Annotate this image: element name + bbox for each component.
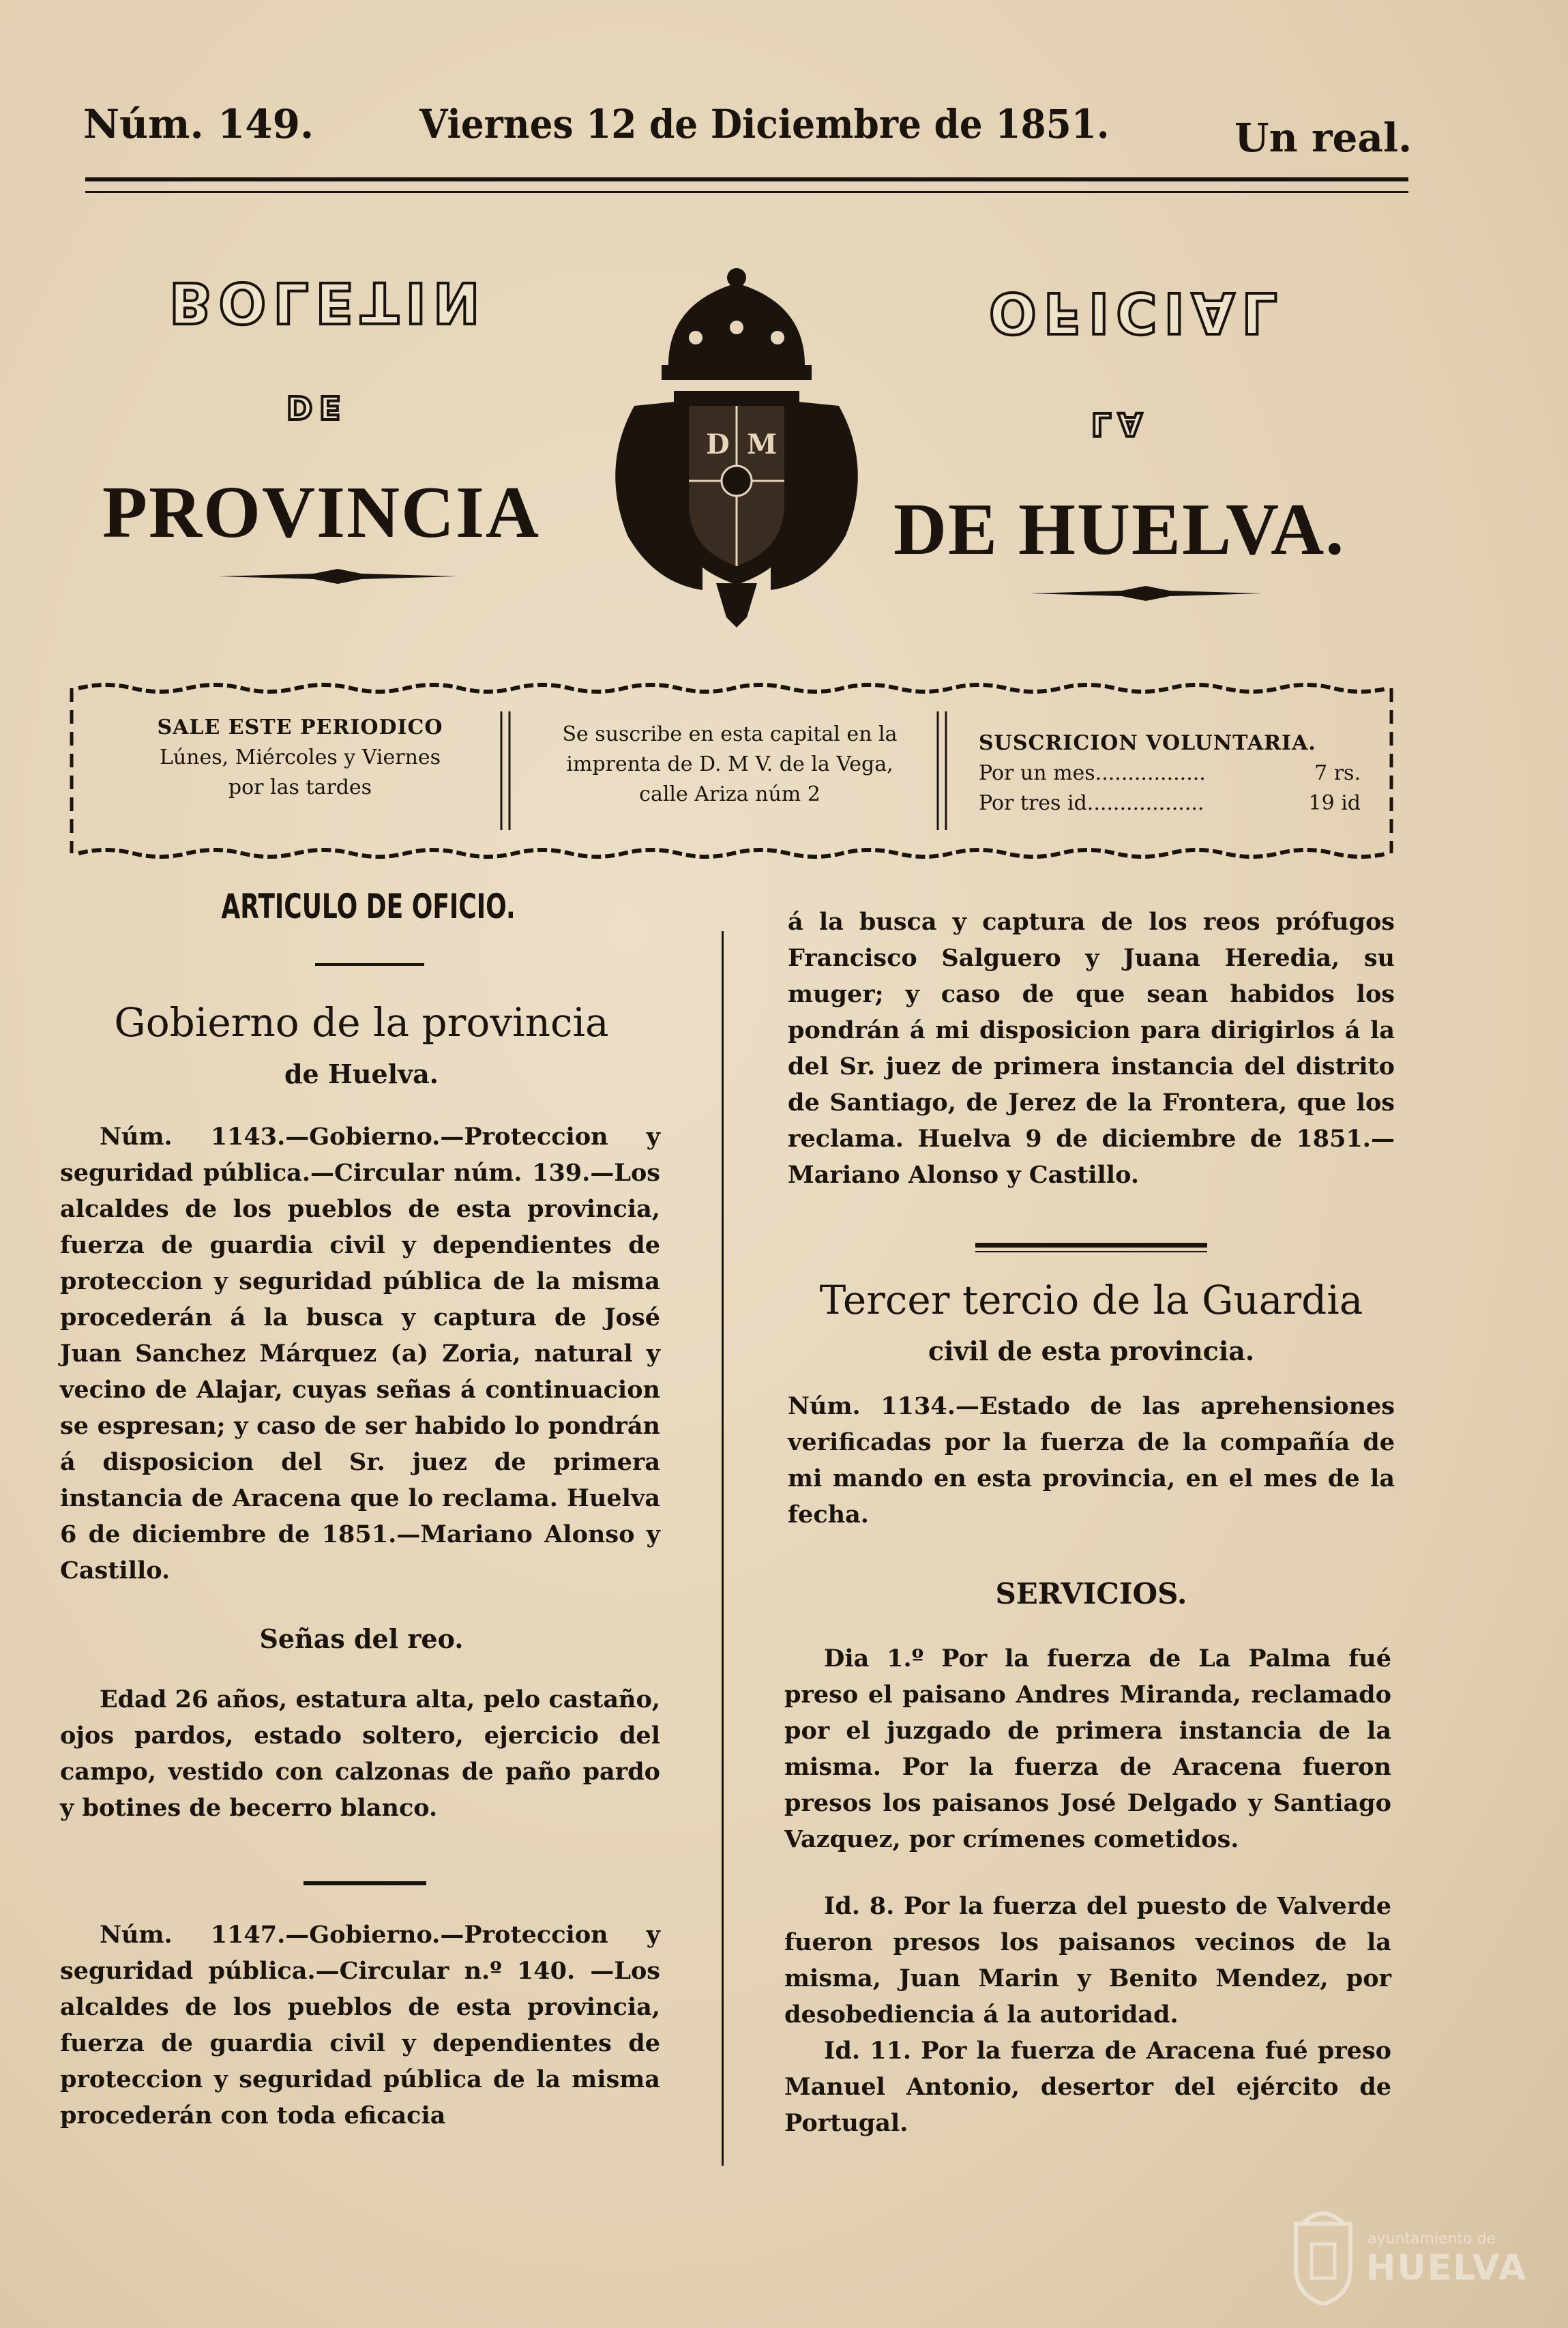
servicio-id11: Id. 11. Por la fuerza de Aracena fué preso Manuel Antonio, desertor del ejército de Portugal. <box>784 2037 1391 2137</box>
right-para-1134: Núm. 1134.—Estado de las aprehensiones verificadas por la fuerza de la compañía de mi mando en esta provincia, en el mes de la fecha. <box>788 1392 1395 1529</box>
issue-date: Viernes 12 de Diciembre de 1851. <box>419 101 1110 147</box>
price-row-three: Por tres id.................. 19 id <box>979 791 1361 815</box>
right-para-continued: á la busca y captura de los reos prófugos Francisco Salguero y Juana Heredia, su muger; y caso de que sean habidos los pondrán á mi disposicion para dirigirlos á la del Sr. juez de primera instancia del distrito de Santiago, de Jerez de la Frontera, que los reclama. Huelva 9 de diciembre de 1851.—Mariano Alonso y Castillo. <box>788 908 1395 1189</box>
right-rule <box>975 1243 1207 1248</box>
masthead-de-huelva: DE HUELVA. <box>893 489 1346 570</box>
watermark-line2: HUELVA <box>1366 2248 1528 2288</box>
svg-text:D: D <box>706 428 730 460</box>
banner-middle-line1: Se suscribe en esta capital en la <box>562 722 898 746</box>
left-subheading: de Huelva. <box>284 1059 439 1089</box>
senas-title: Señas del reo. <box>259 1623 464 1654</box>
senas-text: Edad 26 años, estatura alta, pelo castaño, ojos pardos, estado soltero, ejercicio del campo, vestido con calzonas de paño pardo y botines de becerro blanco. <box>60 1685 660 1822</box>
left-para-1147: Núm. 1147.—Gobierno.—Proteccion y seguridad pública.—Circular n.º 140. —Los alcaldes de los pueblos de esta provincia, fuerza de guardia civil y dependientes de proteccion y seguridad pública de la misma procederán con toda eficacia <box>60 1921 660 2130</box>
masthead-de: DE <box>286 389 348 426</box>
masthead-ornament-left <box>218 566 457 587</box>
price-row-month: Por un mes................. 7 rs. <box>979 761 1361 785</box>
masthead-boletin: BOLETIN <box>169 269 487 334</box>
shield-icon <box>1286 2203 1361 2305</box>
masthead-oficial: OFICIAL <box>989 280 1284 344</box>
banner-right-title: SUSCRICION VOLUNTARIA. <box>979 731 1316 755</box>
banner-right <box>979 728 1361 819</box>
right-heading: Tercer tercio de la Guardia <box>819 1277 1363 1323</box>
banner-middle <box>525 720 934 810</box>
masthead-provincia: PROVINCIA <box>102 472 541 553</box>
coat-of-arms-icon <box>593 263 880 631</box>
servicio-dia1: Dia 1.º Por la fuerza de La Palma fué preso el paisano Andres Miranda, reclamado por el juzgado de primera instancia de la misma. Por la fuerza de Aracena fueron presos los paisanos José Delgado y Santiago Vazquez, por crímenes cometidos. <box>784 1645 1391 1853</box>
header-rule-bottom <box>85 191 1408 193</box>
left-para-1143: Núm. 1143.—Gobierno.—Proteccion y seguridad pública.—Circular núm. 139.—Los alcaldes de los pueblos de esta provincia, fuerza de guardia civil y dependientes de proteccion y seguridad pública de la misma procederán á la busca y captura de José Juan Sanchez Márquez (a) Zoria, natural y vecino de Alajar, cuyas señas á continuacion se espresan; y caso de ser habido lo pondrán á disposicion del Sr. juez de primera instancia de Aracena que lo reclama. Huelva 6 de diciembre de 1851.—Mariano Alonso y Castillo. <box>60 1123 660 1585</box>
banner-left-days: Lúnes, Miércoles y Viernes <box>159 746 441 769</box>
banner-middle-line2: imprenta de D. M V. de la Vega, <box>566 752 893 776</box>
issue-price: Un real. <box>1234 115 1412 161</box>
watermark <box>1286 2203 1531 2305</box>
section-title: ARTICULO DE OFICIO. <box>221 887 516 926</box>
banner-left-title: SALE ESTE PERIODICO <box>157 716 443 739</box>
section-rule <box>315 963 424 966</box>
left-heading: Gobierno de la provincia <box>114 999 609 1046</box>
watermark-line1: ayuntamiento de <box>1367 2230 1496 2248</box>
column-divider <box>722 931 724 2166</box>
banner-left-time: por las tardes <box>228 776 372 799</box>
banner-left <box>102 713 498 803</box>
masthead-ornament-right <box>1030 583 1262 604</box>
servicios-title: SERVICIOS. <box>995 1577 1187 1610</box>
issue-number: Núm. 149. <box>83 101 314 147</box>
banner-middle-line3: calle Ariza núm 2 <box>639 782 820 806</box>
header-rule-top <box>85 177 1408 181</box>
masthead-la: LA <box>1091 406 1149 443</box>
servicio-id8: Id. 8. Por la fuerza del puesto de Valverde fueron presos los paisanos vecinos de la misma, Juan Marin y Benito Mendez, por desobediencia á la autoridad. <box>784 1892 1391 2029</box>
svg-text:M: M <box>747 428 778 460</box>
left-rule <box>304 1881 426 1885</box>
right-rule-thin <box>975 1251 1207 1252</box>
right-subheading: civil de esta provincia. <box>928 1336 1255 1366</box>
